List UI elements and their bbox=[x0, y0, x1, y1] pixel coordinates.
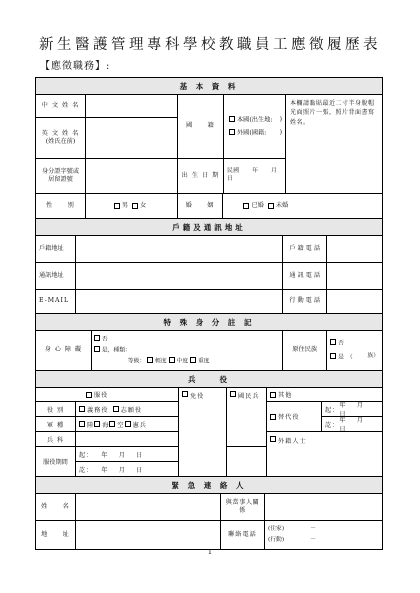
mild-checkbox[interactable] bbox=[147, 357, 153, 363]
home-phone-field[interactable] bbox=[268, 526, 316, 534]
disability-label: 身 心 障 礙 bbox=[36, 331, 92, 370]
service-type-label: 役 別 bbox=[36, 402, 76, 417]
alt-service-checkbox[interactable] bbox=[230, 391, 236, 397]
basic-section-header: 基 本 資 料 bbox=[36, 78, 383, 94]
native-close: ) bbox=[279, 115, 282, 123]
home-phone-label: (住家) bbox=[268, 525, 285, 532]
male-checkbox[interactable] bbox=[114, 203, 120, 209]
period-start-date[interactable]: 年 月 日 bbox=[101, 451, 144, 459]
sub-start-label: 起： bbox=[325, 406, 340, 414]
compulsory-checkbox[interactable] bbox=[79, 406, 85, 412]
served-checkbox[interactable] bbox=[86, 392, 92, 398]
foreign-checkbox[interactable] bbox=[229, 129, 235, 135]
marine-checkbox[interactable] bbox=[125, 421, 131, 427]
household-address-label: 戶籍地址 bbox=[36, 236, 76, 262]
aboriginal-no-checkbox[interactable] bbox=[330, 339, 336, 345]
native-option[interactable] bbox=[229, 116, 282, 125]
email-label: E-MAIL bbox=[36, 290, 76, 313]
mobile-label: 行 動 電 話 bbox=[283, 290, 327, 313]
military-grid bbox=[36, 388, 383, 477]
moderate-checkbox[interactable] bbox=[169, 357, 175, 363]
mobile-dash: － bbox=[310, 536, 316, 543]
mailing-address-field[interactable] bbox=[76, 263, 283, 289]
army-label: 陸 bbox=[87, 421, 95, 429]
period-end-label: 訖： bbox=[79, 466, 94, 474]
emergency-section-header: 緊 急 連 絡 人 bbox=[36, 477, 383, 493]
sub-end-date[interactable]: 年 月 日 bbox=[339, 417, 375, 433]
nationality-label: 國 籍 bbox=[178, 95, 224, 158]
emergency-phone-label: 聯絡電話 bbox=[221, 521, 265, 549]
foreign-option[interactable] bbox=[229, 129, 282, 138]
air-label: 空 bbox=[117, 421, 125, 429]
home-dash: － bbox=[310, 525, 316, 532]
household-address-field[interactable] bbox=[76, 236, 283, 262]
aboriginal-tribe-label: 族） bbox=[367, 352, 379, 359]
english-name-field[interactable] bbox=[86, 118, 178, 158]
emergency-name-field[interactable] bbox=[76, 494, 221, 520]
aboriginal-yes-checkbox[interactable] bbox=[330, 353, 336, 359]
disability-no-checkbox[interactable] bbox=[94, 335, 100, 341]
email-field[interactable] bbox=[76, 290, 283, 313]
substitute-checkbox[interactable] bbox=[270, 414, 276, 420]
foreign-label: 外國(國籍: bbox=[237, 129, 267, 136]
military-section-header: 兵 役 bbox=[36, 371, 383, 387]
birth-date-label: 出 生 日 期 bbox=[178, 159, 224, 193]
mailing-phone-field[interactable] bbox=[327, 263, 383, 289]
gender-label: 性 別 bbox=[36, 194, 86, 218]
english-name-label: 英 文 姓 名 bbox=[41, 129, 80, 137]
foreign-staff-checkbox[interactable] bbox=[270, 436, 276, 442]
corps-label: 兵 科 bbox=[36, 432, 76, 447]
native-checkbox[interactable] bbox=[229, 116, 235, 122]
period-label: 服役期間 bbox=[36, 447, 76, 477]
mailing-address-label: 通訊地址 bbox=[36, 263, 76, 289]
foreign-close: ) bbox=[279, 128, 282, 136]
unmarried-label: 未婚 bbox=[275, 201, 289, 209]
disability-no-label: 否 bbox=[101, 336, 108, 343]
mild-label: 輕度 bbox=[155, 358, 167, 365]
unmarried-checkbox[interactable] bbox=[268, 203, 274, 209]
address-section-header: 戶籍及通訊地址 bbox=[36, 219, 383, 235]
disability-type-label: 是，種類： bbox=[101, 347, 131, 354]
mobile-field[interactable] bbox=[327, 290, 383, 313]
marital-label: 婚 姻 bbox=[178, 194, 224, 218]
emergency-relation-field[interactable] bbox=[265, 494, 383, 520]
photo-area[interactable] bbox=[286, 95, 383, 193]
compulsory-label: 義務役 bbox=[87, 406, 109, 414]
volunteer-label: 志願役 bbox=[120, 406, 143, 414]
emergency-address-field[interactable] bbox=[76, 521, 221, 549]
emergency-relation-label: 與當事人關 係 bbox=[221, 494, 265, 520]
other-label: 其他 bbox=[278, 392, 293, 399]
moderate-label: 中度 bbox=[176, 358, 189, 365]
special-section-header: 特 殊 身 分 註 記 bbox=[36, 314, 383, 330]
emergency-address-label: 地 址 bbox=[36, 521, 76, 549]
mailing-phone-label: 通 訊 電 話 bbox=[283, 263, 327, 289]
aboriginal-label: 原住民族 bbox=[283, 331, 327, 370]
sub-end-label: 訖： bbox=[325, 421, 340, 429]
id-number-label: 身分證字號或居留證號 bbox=[36, 159, 86, 193]
substitute-label: 替代役 bbox=[278, 414, 300, 421]
birth-date-field[interactable]: 民國 年 月 日 bbox=[224, 159, 286, 193]
position-label: 【應徵職務】: bbox=[40, 61, 111, 72]
page-title: 新生醫護管理專科學校教職員工應徵履歷表 bbox=[39, 37, 381, 53]
marine-label: 憲兵 bbox=[132, 421, 147, 429]
mobile-phone-label: (行動) bbox=[268, 536, 285, 543]
army-checkbox[interactable] bbox=[79, 421, 85, 427]
household-phone-field[interactable] bbox=[327, 236, 383, 262]
application-form bbox=[35, 77, 383, 550]
household-phone-label: 戶 籍 電 話 bbox=[283, 236, 327, 262]
page-number: 1 bbox=[207, 548, 213, 556]
married-checkbox[interactable] bbox=[243, 203, 249, 209]
id-number-field[interactable] bbox=[86, 159, 178, 193]
disability-yes-checkbox[interactable] bbox=[94, 346, 100, 352]
served-label: 服役 bbox=[94, 392, 109, 399]
english-name-note: (姓氏在前) bbox=[45, 138, 76, 145]
severe-label: 重度 bbox=[198, 358, 210, 365]
air-checkbox[interactable] bbox=[109, 421, 115, 427]
mobile-phone-field[interactable] bbox=[268, 537, 316, 545]
sub-start-date[interactable]: 年 月 日 bbox=[339, 402, 375, 418]
alt-service-blank bbox=[227, 447, 267, 477]
married-label: 已婚 bbox=[251, 201, 264, 209]
emergency-name-label: 姓 名 bbox=[36, 494, 76, 520]
navy-label: 海 bbox=[102, 421, 110, 429]
alt-service-label: 國民兵 bbox=[238, 393, 260, 400]
male-label: 男 bbox=[121, 201, 129, 209]
corps-field[interactable] bbox=[76, 432, 179, 447]
level-label: 等級： bbox=[127, 358, 146, 365]
other-checkbox[interactable] bbox=[270, 392, 276, 398]
female-checkbox[interactable] bbox=[132, 203, 138, 209]
photo-note: 本欄請黏貼最近二寸半身脫帽光面照片一張，照片背面書寫姓名。 bbox=[290, 100, 375, 126]
chinese-name-label: 中 文 姓 名 bbox=[36, 95, 86, 117]
period-start-label: 起： bbox=[79, 451, 94, 459]
native-label: 本國(出生地: bbox=[237, 116, 273, 124]
exempt-checkbox[interactable] bbox=[182, 391, 188, 397]
aboriginal-yes-label: 是 （ bbox=[338, 354, 353, 360]
chinese-name-field[interactable] bbox=[86, 95, 178, 117]
foreign-staff-label: 外籍人士 bbox=[278, 438, 307, 445]
severe-checkbox[interactable] bbox=[190, 357, 196, 363]
volunteer-checkbox[interactable] bbox=[113, 406, 119, 412]
branch-label: 軍 種 bbox=[36, 417, 76, 432]
exempt-label: 免役 bbox=[190, 393, 205, 400]
female-label: 女 bbox=[140, 201, 147, 209]
aboriginal-no-label: 否 bbox=[338, 340, 344, 347]
navy-checkbox[interactable] bbox=[94, 421, 100, 427]
period-end-date[interactable]: 年 月 日 bbox=[101, 466, 144, 474]
